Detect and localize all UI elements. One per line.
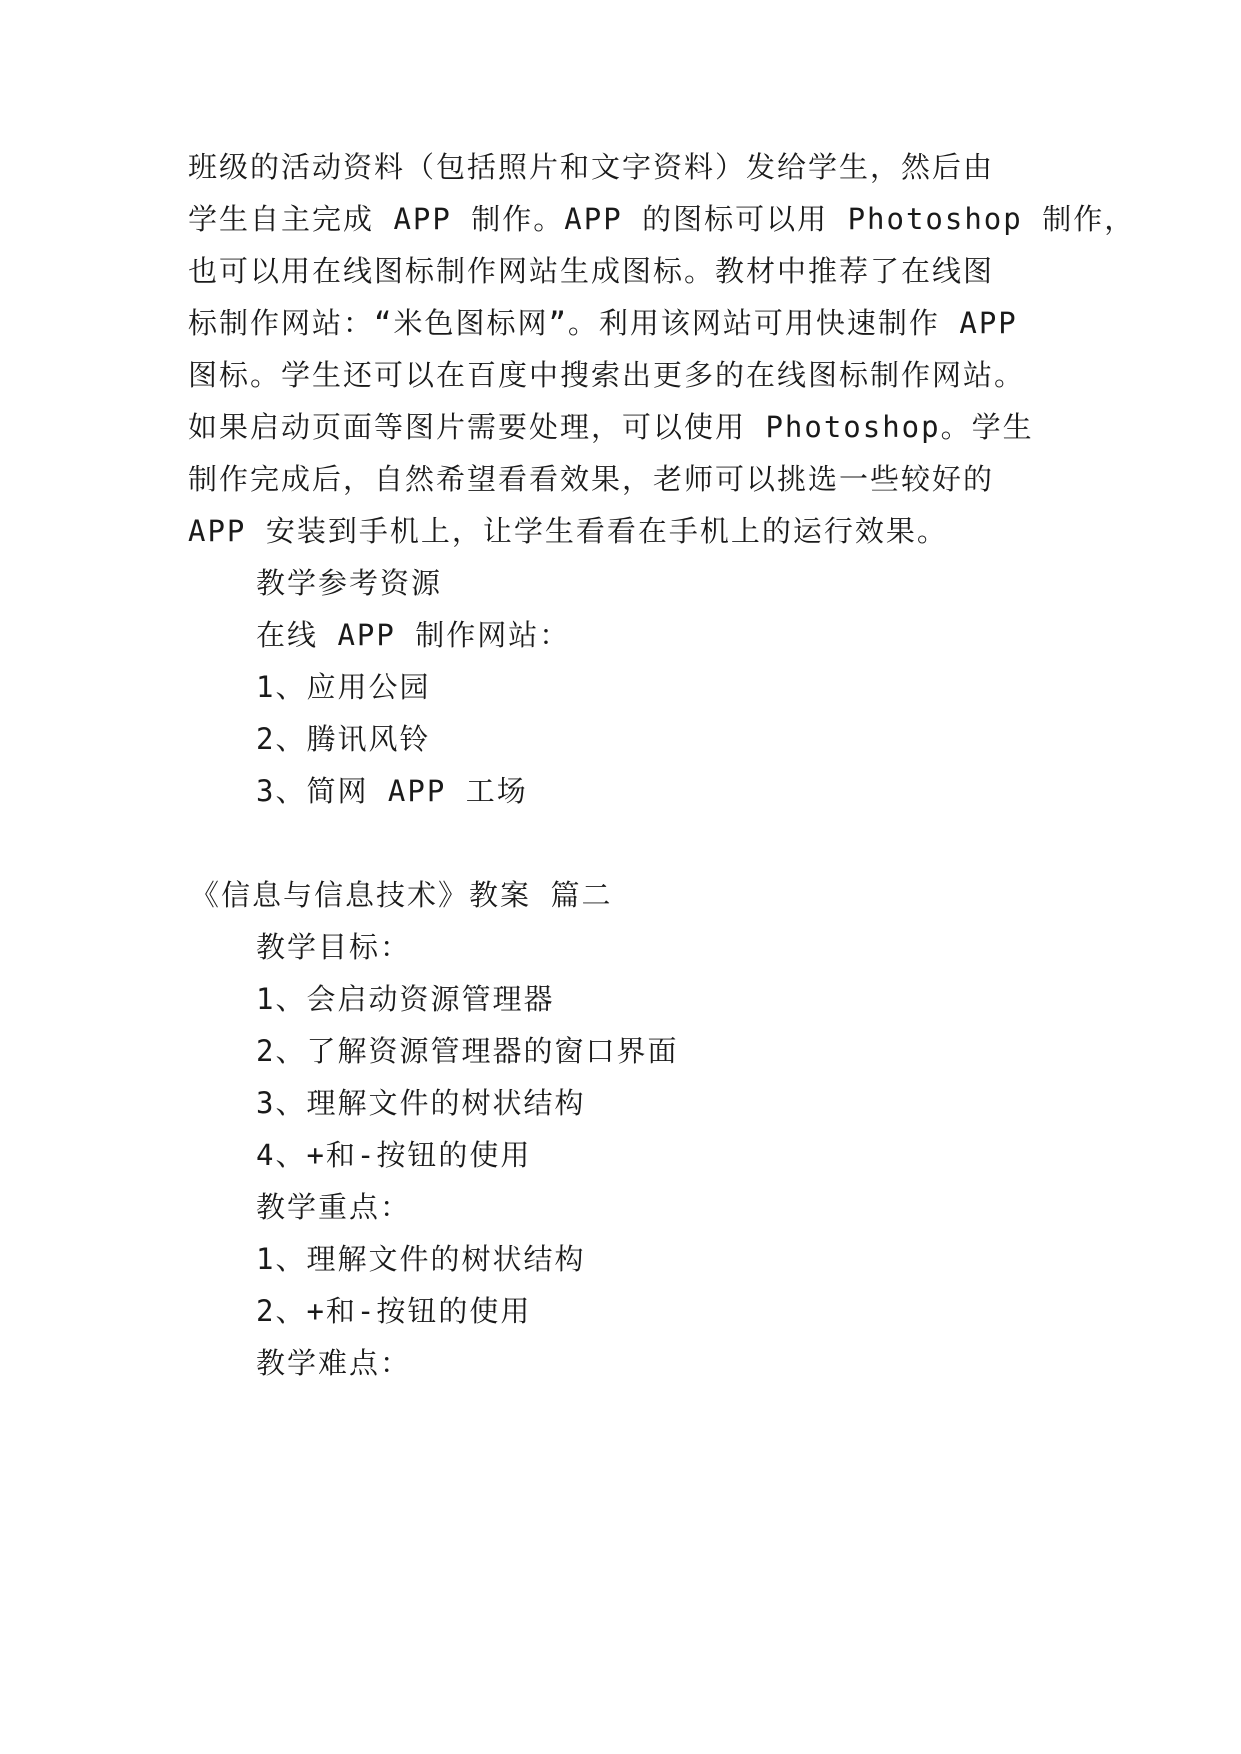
resource-list-item: 1、应用公园 (256, 670, 431, 704)
paragraph-line: APP 安装到手机上，让学生看看在手机上的运行效果。 (188, 514, 948, 548)
goal-list-item: 4、+和-按钮的使用 (256, 1138, 532, 1172)
key-point-list-item: 2、+和-按钮的使用 (256, 1294, 532, 1328)
resource-list-item: 2、腾讯风铃 (256, 722, 431, 756)
paragraph-line: 班级的活动资料（包括照片和文字资料）发给学生，然后由 (188, 150, 995, 184)
goal-list-item: 1、会启动资源管理器 (256, 982, 555, 1016)
goals-heading: 教学目标： (256, 930, 412, 964)
resources-heading: 教学参考资源 (256, 566, 443, 600)
key-point-list-item: 1、理解文件的树状结构 (256, 1242, 586, 1276)
paragraph-line: 图标。学生还可以在百度中搜索出更多的在线图标制作网站。 (188, 358, 1026, 392)
paragraph-line: 标制作网站：“米色图标网”。利用该网站可用快速制作 APP (188, 306, 1018, 340)
goal-list-item: 3、理解文件的树状结构 (256, 1086, 586, 1120)
key-points-heading: 教学重点： (256, 1190, 412, 1224)
section-title: 《信息与信息技术》教案 篇二 (190, 878, 613, 912)
difficulties-heading: 教学难点： (256, 1346, 412, 1380)
resources-subheading: 在线 APP 制作网站： (256, 618, 571, 652)
paragraph-line: 如果启动页面等图片需要处理，可以使用 Photoshop。学生 (188, 410, 1034, 444)
paragraph-line: 也可以用在线图标制作网站生成图标。教材中推荐了在线图 (188, 254, 995, 288)
paragraph-line: 学生自主完成 APP 制作。APP 的图标可以用 Photoshop 制作， (188, 202, 1136, 236)
paragraph-line: 制作完成后，自然希望看看效果，老师可以挑选一些较好的 (188, 462, 995, 496)
goal-list-item: 2、了解资源管理器的窗口界面 (256, 1034, 679, 1068)
resource-list-item: 3、简网 APP 工场 (256, 774, 528, 808)
